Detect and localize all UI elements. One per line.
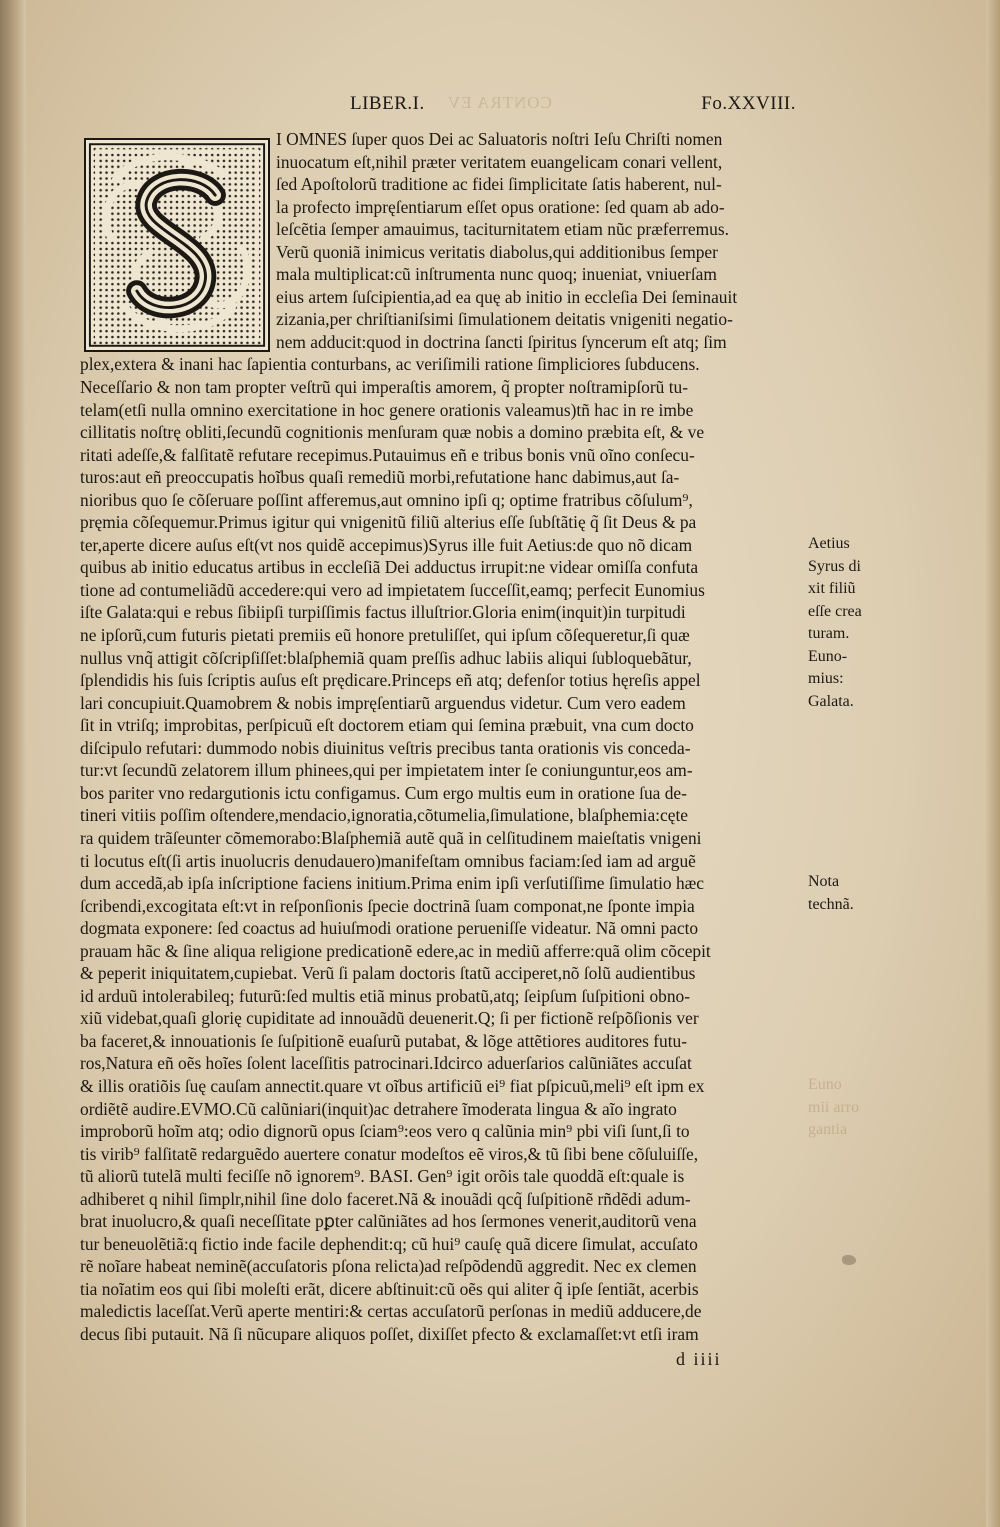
text-line: lari concupiuit.Quamobrem & nobis impręſentiarũ arguendus videtur. Cum vero eadem (80, 692, 686, 713)
header-book: LIBER.I. (350, 93, 425, 114)
margin-note-line: xit filiũ (808, 580, 856, 598)
signature-mark: d iiii (676, 1349, 722, 1369)
text-line: improborũ hoĩm atq; odio dignorũ opus ſciam⁹:eos vero q calũnia min⁹ pbi viſi ſunt,ſi to (80, 1121, 690, 1142)
text-line: tione ad contumeliãdũ accedere:qui vero ad impietatem ſucceſſit,eamq; perfecit Eunomius (80, 579, 705, 600)
margin-note-faint (808, 1074, 898, 1142)
text-line: zizania,per chriſtianiſsimi ſimulationem deitatis vnigeniti negatio- (276, 309, 733, 330)
text-line: ſplendidis his ſuis ſcriptis auſus eſt prędicare.Princeps eñ atq; defenſor totius hęreſis appel (80, 670, 701, 691)
text-line: brat inuolucro,& quaſi neceſſitate pꝑter calũniãtes ad hos ſermones venerit,auditorũ vena (80, 1211, 697, 1232)
margin-note-line: Euno- (808, 647, 848, 665)
text-line: nullus vnq̃ attigit cõſcripſiſſet:blaſphemiã quam preſſis adhuc labiis aliqui ſubloquebãtur, (80, 647, 692, 668)
text-line: ne ipſorũ,cum futuris pietati premiis eũ honore pretuliſſet, qui ipſum cõſequeretur,ſi quæ (80, 625, 690, 646)
text-line: ordiẽtẽ audire.EVMO.Cũ calũniari(inquit)ac detrahere ĩmoderata lingua & aĩo ingrato (80, 1098, 677, 1119)
margin-note-aetius (808, 533, 898, 713)
text-line: tineri vitiis poſſim oſtendere,mendacio,ignoratia,cõtumelia,ſimulatione, blaſphemia:cęte (80, 805, 689, 826)
text-line: iſte Galata:qui e rebus ſibiipſi turpiſſimis factus illuſtrior.Gloria enim(inquit)in turpitudi (80, 602, 686, 623)
text-line: mala multiplicat:cũ inſtrumenta nunc quoq; inueniat, vniuerſam (276, 264, 717, 285)
text-line: nioribus quo ſe cõſeruare poſſint afferemus,aut omnino ipſi q; optime fratribus cõſulum⁹, (80, 489, 693, 510)
margin-note-line: Galata. (808, 692, 854, 710)
text-line: tia noĩatim eos qui ſibi moleſti erãt, dicere abſtinuit:cũ oẽs qui aliter q̃ ipſe ſentiãt, acerbis (80, 1278, 699, 1299)
text-line: dogmata exponere: ſed coactus ad huiuſmodi oratione perueniſſe videatur. Nã omni pacto (80, 918, 699, 939)
margin-note-line: turam. (808, 625, 850, 643)
margin-note-line: Aetius (808, 535, 850, 552)
text-line: tur:vt ſecundũ zelatorem illum phinees,qui per impietatem inter ſe coniunguntur,eos am- (80, 760, 693, 781)
text-line: xiũ videbat,quaſi glorię cupiditate ad innouãdũ deuenerit.Q; ſi per fictionẽ reſpõſionis ver (80, 1008, 699, 1029)
margin-note-line: eſſe crea (808, 602, 862, 620)
margin-note-line: Nota (808, 873, 840, 890)
text-line: Verũ quoniã inimicus veritatis diabolus,qui additionibus ſemper (276, 241, 718, 262)
text-line: decus ſibi putauit. Nã ſi nũcupare aliquos poſſet, dixiſſet pfecto & exclamaſſet:vt etſi iram (80, 1323, 699, 1344)
text-line: Neceſſario & non tam propter veſtrũ qui imperaſtis amorem, q̃ propter noſtramipſorũ tu- (80, 377, 689, 398)
text-line: rẽ noĩare habeat neminẽ(accuſatoris pſona relicta)ad reſpõdendũ aggredit. Nec ex clemen (80, 1256, 697, 1277)
margin-note-line: Syrus di (808, 557, 861, 575)
text-line: diſcipulo refutari: dummodo nobis diuinitus veſtris precibus tanta orationis vis conceda- (80, 737, 691, 758)
page-gutter (0, 0, 26, 1527)
text-line: ros,Natura eñ oẽs hoĩes ſolent laceſſitis patrocinari.Idcirco aduerſarios calũniãtes accuſat (80, 1053, 692, 1074)
text-line: ba faceret,& innouationis ſe ſuſpitionẽ euaſurũ putabat, & lõge attẽtiores auditores futu- (80, 1030, 688, 1051)
ink-stain (842, 1255, 856, 1265)
text-line: id arduũ intolerabileq; futurũ:ſed multis etiã minus probatũ,atq; ſeipſum ſuſpitioni obno- (80, 985, 691, 1006)
text-line: la profecto impręſentiarum eſſet opus oratione: ſed quam ab ado- (276, 196, 725, 217)
text-line: ſcribendi,excogitata eſt:vt in reſponſionis ſpecie doctrinã ſuam componat,ne ſponte impia (80, 895, 695, 916)
bleed-through-header: CONTRA EV (447, 93, 552, 112)
text-line: eius artem ſuſcipientia,ad ea quę ab initio in eccleſia Dei ſeminauit (276, 286, 738, 307)
text-line: pręmia cõſequemur.Primus igitur qui vnigenitũ filiũ alterius eſſe ſubſtãtię q̃ ſit Deus & pa (80, 512, 697, 533)
text-line: plex,extera & inani hac ſapientia conturbans, ac veriſimili ratione ſimpliciores ſubducens. (80, 354, 700, 375)
text-line: tis virib⁹ falſitatẽ redarguẽdo auertere conatur modeſtos eẽ viros,& tũ ſibi bene cõſuluiſſe, (80, 1143, 699, 1164)
text-line: dum accedã,ab ipſa inſcriptione faciens initium.Prima enim ipſi verſutiſſime ſimulatio hæc (80, 873, 704, 894)
text-line: inuocatum eſt,nihil præter veritatem euangelicam conari vellent, (276, 151, 723, 172)
text-line: ſit in vtriſq; improbitas, perſpicuũ eſt doctorem etiam qui ſemina præbuit, vna cum docto (80, 715, 694, 736)
text-line: turos:aut eñ preoccupatis hoĩbus quaſi remediũ morbi,refutatione hanc dabimus,aut ſa- (80, 467, 680, 488)
text-line: ter,aperte dicere auſus eſt(vt nos quidẽ accepimus)Syrus ille fuit Aetius:de quo nõ dicam (80, 534, 693, 555)
header-folio: Fo.XXVIII. (701, 93, 796, 114)
text-line: nem adducit:quod in doctrina ſancti ſpiritus ſyncerum eſt atq; ſim (276, 331, 727, 352)
text-line: I OMNES ſuper quos Dei ac Saluatoris noſtri Ieſu Chriſti nomen (276, 129, 723, 149)
text-line: leſcẽtia ſemper amauimus, taciturnitatem etiam nũc præferremus. (276, 219, 729, 240)
running-header (350, 93, 796, 123)
page-edge (986, 0, 1000, 1527)
margin-note-line: mii arro (808, 1098, 860, 1116)
margin-note-line: gantia (808, 1121, 848, 1139)
text-line: cillitatis noſtrę obliti,ſecundũ cognitionis menſuram quæ nobis a domino præbita eſt, & ve (80, 422, 705, 443)
text-line: telam(etſi nulla omnino exercitatione in hoc genere orationis valeamus)tñ hac in re imbe (80, 399, 694, 420)
text-line: quibus ab initio educatus artibus in eccleſiã Dei adductus irrupit:ne videar omiſſa confuta (80, 557, 699, 578)
text-line: maledictis laceſſat.Verũ aperte mentiri:& certas accuſatorũ perſonas in mediũ adducere,de (80, 1301, 702, 1322)
text-line: bos pariter vno redargutionis ictu configamus. Cum ergo multis eum in oratione ſua de- (80, 782, 687, 803)
margin-note-nota (808, 871, 898, 916)
text-line: & peperit iniquitatem,cupiebat. Verũ ſi palam doctoris ſtatũ acciperet,nõ ſolũ audientibus (80, 963, 696, 984)
margin-note-line: technã. (808, 895, 854, 913)
text-line: ti locutus eſt(ſi artis inuolucris denudauero)manifeſtam omnibus faciam:ſed iam ad arguẽ (80, 850, 696, 871)
text-line: prauam hãc & ſine aliqua religione predicationẽ edere,ac in mediũ afferre:quã olim cõcepit (80, 940, 711, 961)
margin-note-line: Euno (808, 1076, 842, 1093)
text-line: & illis oratiõis ſuę cauſam annectit.quare vt oĩbus artificiũ ei⁹ fiat pſpicuũ,meli⁹ eſt ipm ex (80, 1075, 705, 1096)
margin-note-line: mius: (808, 670, 844, 688)
text-line: tũ aliorũ tutelã multi feciſſe nõ ignorem⁹. BASI. Gen⁹ igit orõis tale quoddã eſt:quale is (80, 1166, 685, 1187)
text-line: ra quidem trãſeunter cõmemorabo:Blaſphemiã autẽ quã in celſitudinem maieſtatis vnigeni (80, 827, 702, 848)
text-line: adhiberet q nihil ſimplr,nihil ſine dolo faceret.Nã & inouãdi qcq̃ ſuſpitionẽ rñdẽdi adum- (80, 1188, 691, 1209)
text-line: tur beneuolẽtiã:q fictio inde facile dephendit:q; cũ hui⁹ cauſę quã dicere ſimulat, accuſato (80, 1233, 698, 1254)
text-line: ritati adeſſe,& falſitatẽ refutare recepimus.Putauimus eñ e tribus bonis vnũ oĩno conſecu- (80, 444, 695, 465)
text-line: ſed Apoſtolorũ traditione ac fidei ſimplicitate ſatis haberent, nul- (276, 174, 722, 195)
body-text (80, 128, 802, 1346)
